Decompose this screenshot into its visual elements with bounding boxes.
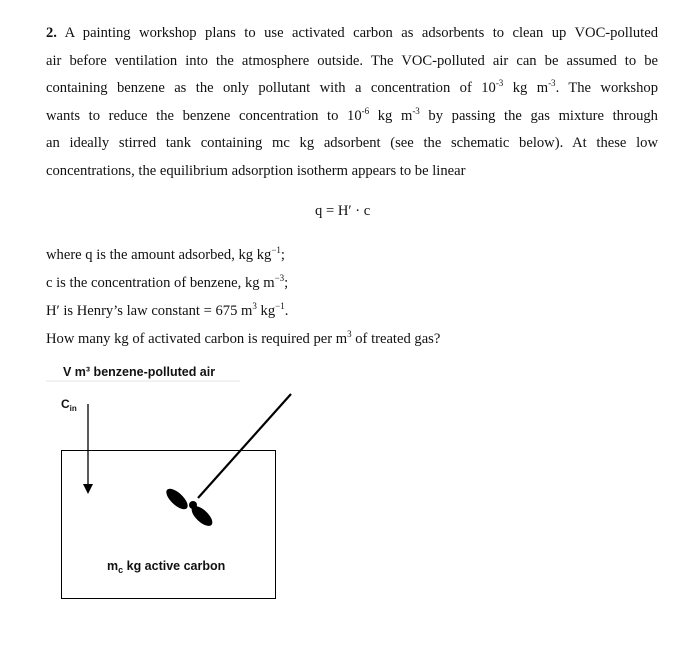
problem-line-1: 2. A painting workshop plans to use activated carbon as adsorbents to clean up VOC-polluted [46, 25, 658, 41]
tank-outline [62, 451, 276, 599]
problem-line-6: concentrations, the equilibrium adsorption isotherm appears to be linear [46, 162, 466, 179]
question: How many kg of activated carbon is required per $m^3$ of treated gas? [46, 329, 441, 347]
stirrer-shaft [198, 394, 291, 498]
isotherm-equation: q = H′ · c [315, 203, 371, 219]
cin-label: $C_{in}$ [61, 397, 77, 413]
definition-h: H′ is Henry’s law constant = 675 $m^3$ $kg^{-1}$. [46, 301, 289, 319]
inlet-label: V m³ benzene-polluted air [63, 365, 216, 379]
problem-line-4: wants to reduce the benzene concentration to $10^{-6}$ kg $m^{-3}$ by passing the gas mixture through [46, 105, 658, 124]
problem-line-2: air before ventilation into the atmosphere outside. The VOC-polluted air can be assumed to be [46, 52, 658, 69]
adsorbent-label: $m_c$ kg active carbon [107, 559, 226, 575]
definition-q: where q is the amount adsorbed, kg $kg^{-1}$; [46, 245, 285, 263]
impeller-hub [189, 501, 197, 509]
definition-c: c is the concentration of benzene, kg $m^{-3}$; [46, 273, 289, 291]
problem-line-5: an ideally stirred tank containing mc kg adsorbent (see the schematic below). At these low [46, 135, 658, 151]
problem-number: 2. [46, 25, 57, 41]
inlet-arrow-head-icon [83, 484, 93, 494]
impeller-blade-left [163, 485, 191, 512]
problem-line-3: containing benzene as the only pollutant with a concentration of $10^{-3}$ kg $m^{-3}$. The workshop [46, 78, 658, 96]
